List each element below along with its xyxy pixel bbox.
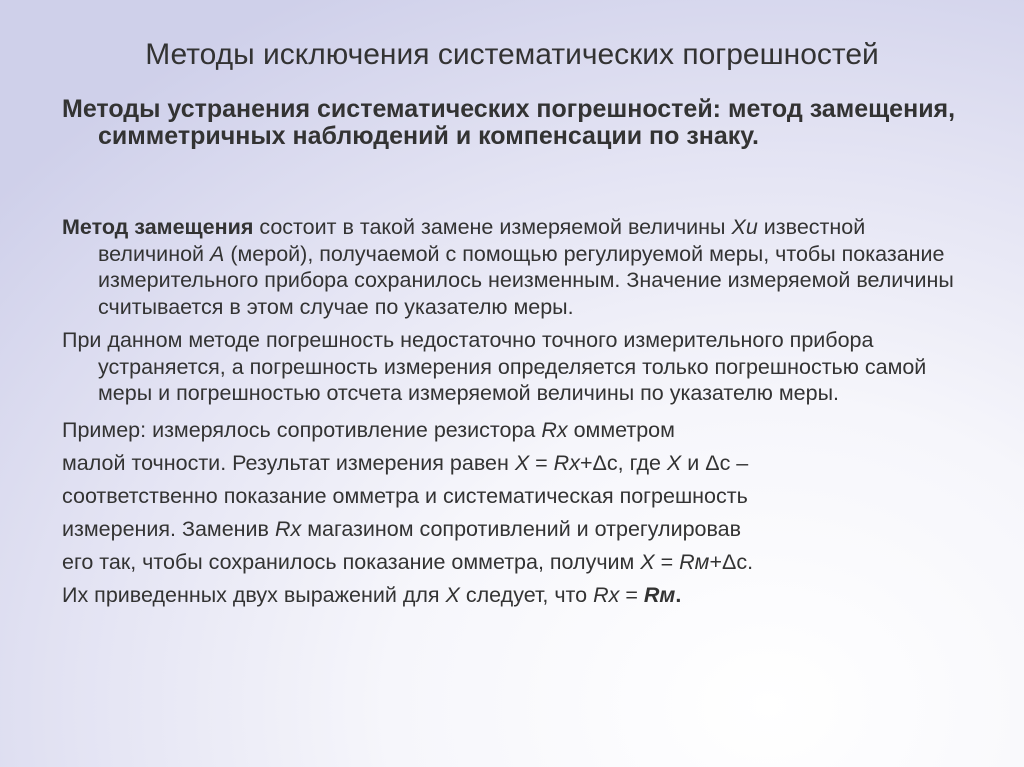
variable-a: А: [210, 241, 225, 266]
error-paragraph: При данном методе погрешность недостаточно точного измерительного прибора устраняется, а погрешность измерения определяется только погрешностью самой меры и погрешностью отсчета измеряемой величины по указателю меры.: [62, 328, 927, 405]
example-text: +Δc, где: [579, 450, 667, 475]
example-line-2: [62, 447, 972, 480]
variable-rm: Rм: [679, 549, 710, 574]
method-term: Метод замещения: [62, 215, 254, 239]
slide-subtitle: Методы устранения систематических погрешностей: метод замещения, симметричных наблюдений и компенсации по знаку.: [62, 95, 956, 150]
variable-rx: Rx: [274, 516, 302, 541]
example-text: измерения. Заменив: [62, 516, 275, 541]
example-line-6: [62, 579, 972, 612]
example-line-5: [62, 546, 972, 579]
final-period: .: [675, 582, 682, 607]
variable-x: Х: [640, 549, 655, 574]
paragraph1-text-c: (мерой), получаемой с помощью регулируемой меры, чтобы показание измерительного прибора сохранилось неизменным. Значение измеряемой величины считывается в этом случае по указателю меры.: [98, 241, 954, 319]
example-text: его так, чтобы сохранилось показание омметра, получим: [62, 549, 641, 574]
variable-x: Х: [514, 450, 530, 475]
variable-rx: Rx: [553, 450, 580, 475]
variable-rx: Rx: [593, 582, 620, 607]
variable-rm: Rм: [643, 582, 676, 607]
variable-x: Х: [445, 582, 460, 607]
example-text: Их приведенных двух выражений для: [62, 582, 446, 607]
example-text: +Δc.: [709, 549, 754, 574]
example-line-4: [62, 513, 972, 546]
example-text: магазином сопротивлений и отрегулировав: [301, 516, 742, 541]
example-text: и Δc –: [681, 450, 749, 475]
paragraph1-text-b: известной величиной: [98, 215, 866, 266]
paragraph1-text-a: состоит в такой замене измеряемой величины: [253, 215, 732, 239]
variable-rx: Rx: [541, 417, 568, 442]
example-text: Пример: измерялось сопротивление резистора: [62, 417, 542, 442]
example-line-3: соответственно показание омметра и систематическая погрешность: [62, 483, 748, 508]
example-text: следует, что: [459, 582, 594, 607]
example-text: омметром: [567, 417, 675, 442]
substitution-method-paragraph: [62, 214, 972, 320]
slide-body: [62, 214, 972, 612]
slide-title: Методы исключения систематических погрешностей: [145, 38, 879, 71]
variable-xu: Хи: [731, 215, 758, 239]
equals-sign: =: [619, 582, 644, 607]
variable-x: Х: [666, 450, 682, 475]
equals-sign: =: [529, 450, 554, 475]
equals-sign: =: [654, 549, 680, 574]
example-line-1: [62, 414, 972, 447]
example-text: малой точности. Результат измерения равен: [62, 450, 515, 475]
